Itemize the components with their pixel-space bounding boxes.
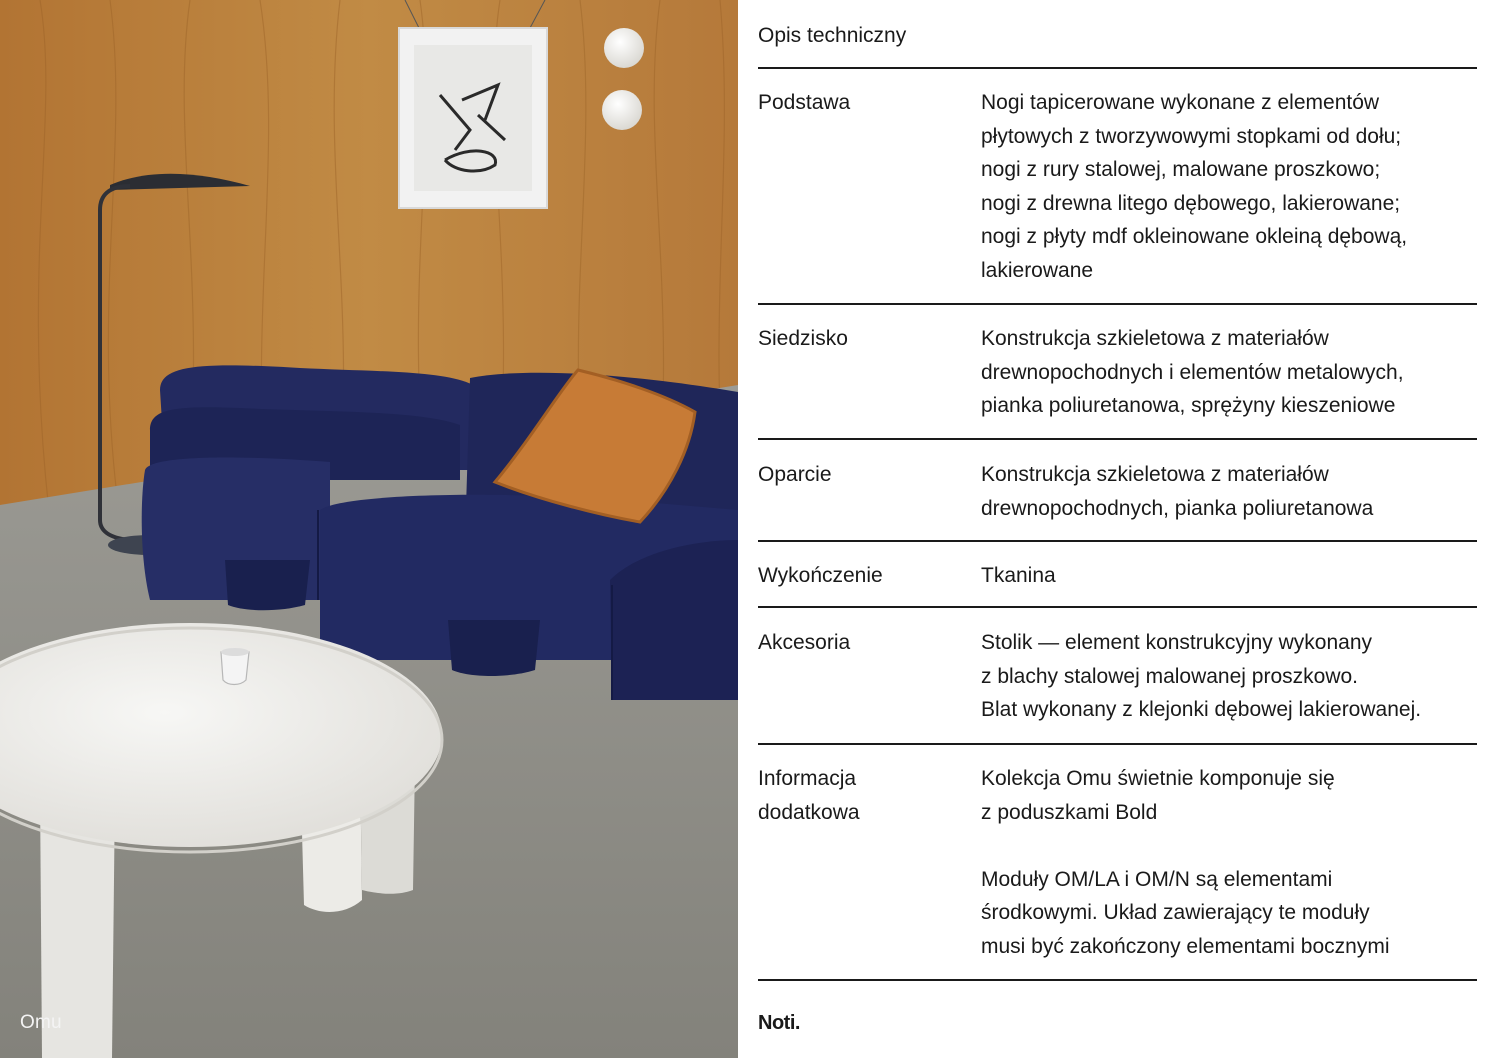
spec-label-oparcie: Oparcie bbox=[758, 463, 832, 486]
spec-label-podstawa: Podstawa bbox=[758, 91, 851, 114]
wall-light-globe bbox=[602, 90, 642, 130]
divider bbox=[758, 606, 1477, 608]
interior-illustration bbox=[0, 0, 738, 1058]
photo-caption: Omu bbox=[20, 1012, 62, 1033]
spec-value-oparcie: Konstrukcja szkieletowa z materiałów drewnopochodnych, pianka poliuretanowa bbox=[981, 463, 1374, 520]
divider bbox=[758, 303, 1477, 305]
spec-label-siedzisko: Siedzisko bbox=[758, 327, 848, 350]
divider bbox=[758, 979, 1477, 981]
spec-label-akcesoria: Akcesoria bbox=[758, 631, 851, 654]
divider bbox=[758, 540, 1477, 542]
wall-light-globe bbox=[604, 28, 644, 68]
spec-value-siedzisko: Konstrukcja szkieletowa z materiałów drewnopochodnych i elementów metalowych, pianka poliuretanowa, sprężyny kieszeniowe bbox=[981, 327, 1404, 417]
spec-value-podstawa: Nogi tapicerowane wykonane z elementów płytowych z tworzywowymi stopkami od dołu; nogi z rury stalowej, malowane proszkowo; nogi z drewna litego dębowego, lakierowane; nogi z płyty mdf okleinowane okleiną dębową, lakierowane bbox=[981, 91, 1408, 282]
spec-label-informacja-dodatkowa: Informacja dodatkowa bbox=[758, 767, 860, 824]
product-photo bbox=[0, 0, 738, 1058]
divider bbox=[758, 743, 1477, 745]
spec-label-wykonczenie: Wykończenie bbox=[758, 564, 883, 587]
spec-value-wykonczenie: Tkanina bbox=[981, 564, 1056, 587]
artwork-canvas bbox=[414, 45, 532, 191]
spec-value-akcesoria: Stolik — element konstrukcyjny wykonany z blachy stalowej malowanej proszkowo. Blat wykonany z klejonki dębowej lakierowanej. bbox=[981, 631, 1422, 721]
spec-title: Opis techniczny bbox=[758, 24, 907, 47]
brand-logo: Noti. bbox=[758, 1012, 800, 1034]
divider bbox=[758, 438, 1477, 440]
spec-value-informacja-dodatkowa: Kolekcja Omu świetnie komponuje się z poduszkami Bold Moduły OM/LA i OM/N są elementami środkowymi. Układ zawierający te moduły musi być zakończony elementami bocznymi bbox=[981, 767, 1390, 958]
divider bbox=[758, 67, 1477, 69]
